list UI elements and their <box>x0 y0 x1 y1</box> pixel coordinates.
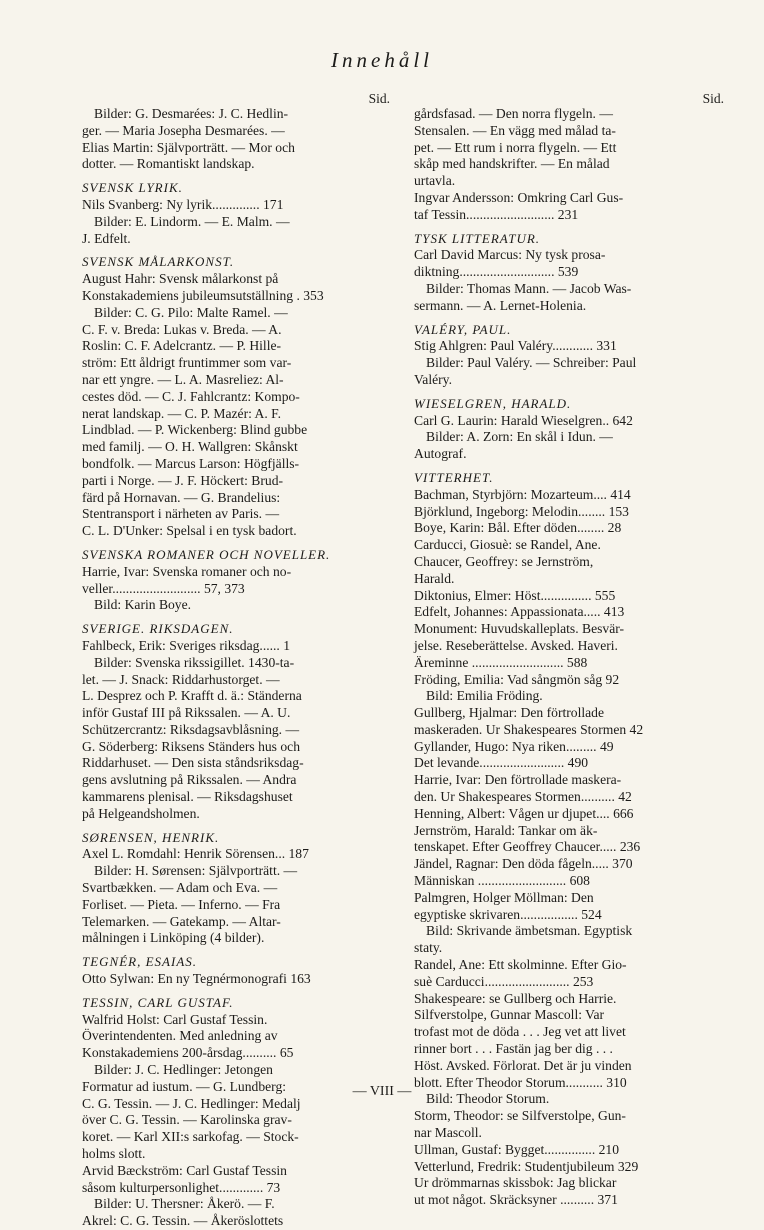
index-line: taf Tessin.......................... 231 <box>414 206 579 222</box>
section-heading: VITTERHET. <box>414 469 494 485</box>
index-line: Storm, Theodor: se Silfverstolpe, Gun- <box>414 1108 626 1124</box>
index-line: Stig Ahlgren: Paul Valéry............ 331 <box>414 338 617 354</box>
index-line: nar ett yngre. — L. A. Masreliez: Al- <box>82 371 284 387</box>
index-line: Bachman, Styrbjörn: Mozarteum.... 414 <box>414 486 631 502</box>
index-line: ström: Ett åldrigt fruntimmer som var- <box>82 355 292 371</box>
index-line: på Helgeandsholmen. <box>82 805 200 821</box>
index-line: Walfrid Holst: Carl Gustaf Tessin. <box>82 1011 268 1027</box>
index-line: Människan .......................... 608 <box>414 873 590 889</box>
index-line: trofast mot de döda . . . Jeg vet att livet <box>414 1024 626 1040</box>
index-line: inför Gustaf III på Rikssalen. — A. U. <box>82 705 291 721</box>
index-line: Ur drömmarnas skissbok: Jag blickar <box>414 1175 617 1191</box>
index-line: Carducci, Giosuè: se Randel, Ane. <box>414 537 601 553</box>
sid-label-right: Sid. <box>702 91 724 106</box>
index-line: Roslin: C. F. Adelcrantz. — P. Hille- <box>82 338 282 354</box>
index-line: Edfelt, Johannes: Appassionata..... 413 <box>414 604 625 620</box>
sid-label-left: Sid. <box>368 91 390 106</box>
page-title: Innehåll <box>331 48 433 72</box>
index-line: Diktonius, Elmer: Höst............... 555 <box>414 587 616 603</box>
index-line: Konstakademiens 200-årsdag.......... 65 <box>82 1045 294 1061</box>
index-line: Harrie, Ivar: Den förtrollade maskera- <box>414 772 622 788</box>
index-line: färd på Hornavan. — G. Brandelius: <box>82 489 281 505</box>
index-line: Höst. Avsked. Förlorat. Det är ju vinden <box>414 1057 632 1073</box>
index-line: Bild: Emilia Fröding. <box>426 688 543 704</box>
page-number: — VIII — <box>352 1084 412 1099</box>
index-line: Konstakademiens jubileumsutställning . 353 <box>82 287 324 303</box>
index-line: Bilder: H. Sørensen: Självporträtt. — <box>94 863 298 879</box>
index-line: gårdsfasad. — Den norra flygeln. — <box>414 106 613 121</box>
index-line: gens avslutning på Rikssalen. — Andra <box>82 772 297 788</box>
index-line: Bilder: Paul Valéry. — Schreiber: Paul <box>426 355 637 371</box>
index-section <box>82 621 390 823</box>
index-line: såsom kulturpersonlighet............. 73 <box>82 1179 281 1195</box>
index-line: dotter. — Romantiskt landskap. <box>82 156 255 172</box>
index-line: ut mot något. Skräcksyner .......... 371 <box>414 1192 618 1208</box>
index-line: Bilder: Svenska rikssigillet. 1430-ta- <box>94 654 295 670</box>
index-line: koret. — Karl XII:s sarkofag. — Stock- <box>82 1129 299 1145</box>
index-section <box>414 106 724 224</box>
index-line: L. Desprez och P. Krafft d. ä.: Ständerna <box>82 688 302 704</box>
index-line: Jändel, Ragnar: Den döda fågeln..... 370 <box>414 856 633 872</box>
index-line: G. Söderberg: Riksens Ständers hus och <box>82 738 300 754</box>
index-line: Henning, Albert: Vågen ur djupet.... 666 <box>414 805 634 821</box>
index-line: suè Carducci......................... 253 <box>414 973 594 989</box>
index-line: egyptiske skrivaren................. 524 <box>414 906 602 922</box>
index-line: Stensalen. — En vägg med målad ta- <box>414 122 616 138</box>
index-line: August Hahr: Svensk målarkonst på <box>82 271 279 287</box>
index-line: Palmgren, Holger Möllman: Den <box>414 889 594 905</box>
index-line: Bilder: G. Desmarées: J. C. Hedlin- <box>94 106 289 121</box>
index-line: Vetterlund, Fredrik: Studentjubileum 329 <box>414 1158 639 1174</box>
index-line: C. F. v. Breda: Lukas v. Breda. — A. <box>82 321 282 337</box>
index-line: C. L. D'Unker: Spelsal i en tysk badort. <box>82 523 297 539</box>
index-line: med familj. — O. H. Wallgren: Skånskt <box>82 439 298 455</box>
index-line: C. G. Tessin. — J. C. Hedlinger: Medalj <box>82 1095 301 1111</box>
right-column <box>414 90 724 1209</box>
section-heading: SVERIGE. RIKSDAGEN. <box>82 621 234 637</box>
index-line: Jernström, Harald: Tankar om äk- <box>414 822 598 838</box>
index-line: nar Mascoll. <box>414 1125 482 1141</box>
index-line: Monument: Huvudskalleplats. Besvär- <box>414 621 625 637</box>
index-line: Riddarhuset. — Den sista ståndsriksdag- <box>82 755 304 771</box>
index-line: Gyllander, Hugo: Nya riken......... 49 <box>414 738 614 754</box>
index-line: cestes död. — C. J. Fahlcrantz: Kompo- <box>82 388 300 404</box>
index-line: Fröding, Emilia: Vad sångmön såg 92 <box>414 671 620 687</box>
section-heading: SVENSK LYRIK. <box>82 180 183 196</box>
index-line: Chaucer, Geoffrey: se Jernström, <box>414 553 594 569</box>
index-line: Harrie, Ivar: Svenska romaner och no- <box>82 563 292 579</box>
index-section <box>82 547 390 614</box>
index-line: Bild: Theodor Storum. <box>426 1091 550 1107</box>
index-line: Stentransport i närheten av Paris. — <box>82 506 280 522</box>
index-line: kammarens plenisal. — Riksdagshuset <box>82 789 293 805</box>
index-line: tenskapet. Efter Geoffrey Chaucer..... 236 <box>414 839 641 855</box>
section-heading: TESSIN, CARL GUSTAF. <box>82 994 234 1010</box>
index-line: Valéry. <box>414 371 452 387</box>
index-line: urtavla. <box>414 173 456 189</box>
index-line: bondfolk. — Marcus Larson: Högfjälls- <box>82 455 300 471</box>
index-line: Harald. <box>414 570 455 586</box>
index-line: Bilder: E. Lindorm. — E. Malm. — <box>94 213 290 229</box>
index-line: Bilder: C. G. Pilo: Malte Ramel. — <box>94 304 288 320</box>
index-line: pet. — Ett rum i norra flygeln. — Ett <box>414 139 617 155</box>
index-section <box>82 254 390 540</box>
index-line: sermann. — A. Lernet-Holenia. <box>414 297 587 313</box>
index-line: skåp med handskrifter. — En målad <box>414 156 610 172</box>
section-heading: SVENSKA ROMANER OCH NOVELLER. <box>82 546 331 562</box>
index-line: Formatur ad iustum. — G. Lundberg: <box>82 1078 287 1094</box>
index-section <box>82 106 390 173</box>
index-line: let. — J. Snack: Riddarhustorget. — <box>82 671 280 687</box>
index-line: Lindblad. — P. Wickenberg: Blind gubbe <box>82 422 308 438</box>
index-line: rinner bort . . . Fastän jag ber dig . . . <box>414 1041 613 1057</box>
section-heading: TYSK LITTERATUR. <box>414 230 541 246</box>
index-line: Akrel: C. G. Tessin. — Åkeröslottets <box>82 1213 284 1229</box>
index-line: den. Ur Shakespeares Stormen.......... 42 <box>414 789 632 805</box>
index-line: målningen i Linköping (4 bilder). <box>82 930 265 946</box>
left-column <box>82 90 390 1230</box>
index-line: Ingvar Andersson: Omkring Carl Gus- <box>414 189 624 205</box>
index-section <box>82 180 390 247</box>
index-line: Bilder: Thomas Mann. — Jacob Was- <box>426 280 632 296</box>
index-line: ger. — Maria Josepha Desmarées. — <box>82 122 285 138</box>
index-line: Bild: Karin Boye. <box>94 597 192 613</box>
index-line: Arvid Bæckström: Carl Gustaf Tessin <box>82 1162 287 1178</box>
index-line: Överintendenten. Med anledning av <box>82 1028 278 1044</box>
section-heading: SØRENSEN, HENRIK. <box>82 829 220 845</box>
index-section <box>82 954 390 988</box>
index-line: Otto Sylwan: En ny Tegnérmonografi 163 <box>82 971 311 987</box>
index-line: Carl David Marcus: Ny tysk prosa- <box>414 247 606 263</box>
index-line: Äreminne ........................... 588 <box>414 654 588 670</box>
index-section <box>414 322 724 389</box>
index-line: Axel L. Romdahl: Henrik Sörensen... 187 <box>82 846 309 862</box>
index-section <box>414 231 724 315</box>
index-line: Nils Svanberg: Ny lyrik.............. 171 <box>82 196 284 212</box>
section-heading: TEGNÉR, ESAIAS. <box>82 954 198 970</box>
index-line: Det levande......................... 490 <box>414 755 589 771</box>
index-section <box>414 396 724 463</box>
index-line: diktning............................ 539 <box>414 264 579 280</box>
section-heading: SVENSK MÅLARKONST. <box>82 254 235 270</box>
index-line: blott. Efter Theodor Storum........... 310 <box>414 1074 627 1090</box>
index-line: Bild: Skrivande ämbetsman. Egyptisk <box>426 923 633 939</box>
index-line: Randel, Ane: Ett skolminne. Efter Gio- <box>414 957 627 973</box>
index-line: Telemarken. — Gatekamp. — Altar- <box>82 913 281 929</box>
index-line: Bilder: A. Zorn: En skål i Idun. — <box>426 429 613 445</box>
index-line: J. Edfelt. <box>82 230 131 246</box>
index-section <box>82 830 390 948</box>
index-line: Boye, Karin: Bål. Efter döden........ 28 <box>414 520 622 536</box>
index-line: Fahlbeck, Erik: Sveriges riksdag...... 1 <box>82 637 291 653</box>
index-line: Forliset. — Pieta. — Inferno. — Fra <box>82 896 281 912</box>
index-line: nerat landskap. — C. P. Mazér: A. F. <box>82 405 282 421</box>
index-line: veller.......................... 57, 373 <box>82 580 245 596</box>
index-line: parti i Norge. — J. F. Höckert: Brud- <box>82 472 284 488</box>
index-line: Elias Martin: Självporträtt. — Mor och <box>82 139 295 155</box>
index-line: staty. <box>414 940 443 956</box>
index-line: maskeraden. Ur Shakespeares Stormen 42 <box>414 721 644 737</box>
section-heading: VALÉRY, PAUL. <box>414 321 512 337</box>
index-line: Shakespeare: se Gullberg och Harrie. <box>414 990 617 1006</box>
index-line: jelse. Reseberättelse. Avsked. Haveri. <box>414 637 618 653</box>
index-line: Carl G. Laurin: Harald Wieselgren.. 642 <box>414 412 633 428</box>
index-line: Ullman, Gustaf: Bygget............... 210 <box>414 1141 620 1157</box>
index-line: Schützercrantz: Riksdagsavblåsning. — <box>82 721 300 737</box>
index-line: Silfverstolpe, Gunnar Mascoll: Var <box>414 1007 605 1023</box>
section-heading: WIESELGREN, HARALD. <box>414 395 572 411</box>
index-line: Gullberg, Hjalmar: Den förtrollade <box>414 705 605 721</box>
index-line: Bilder: U. Thersner: Åkerö. — F. <box>94 1196 275 1212</box>
index-section <box>82 995 390 1230</box>
index-line: holms slott. <box>82 1146 146 1162</box>
index-line: Björklund, Ingeborg: Melodin........ 153 <box>414 503 629 519</box>
index-line: Autograf. <box>414 446 467 462</box>
index-line: Svartbækken. — Adam och Eva. — <box>82 880 278 896</box>
index-line: Bilder: J. C. Hedlinger: Jetongen <box>94 1062 273 1078</box>
index-line: över C. G. Tessin. — Karolinska grav- <box>82 1112 292 1128</box>
